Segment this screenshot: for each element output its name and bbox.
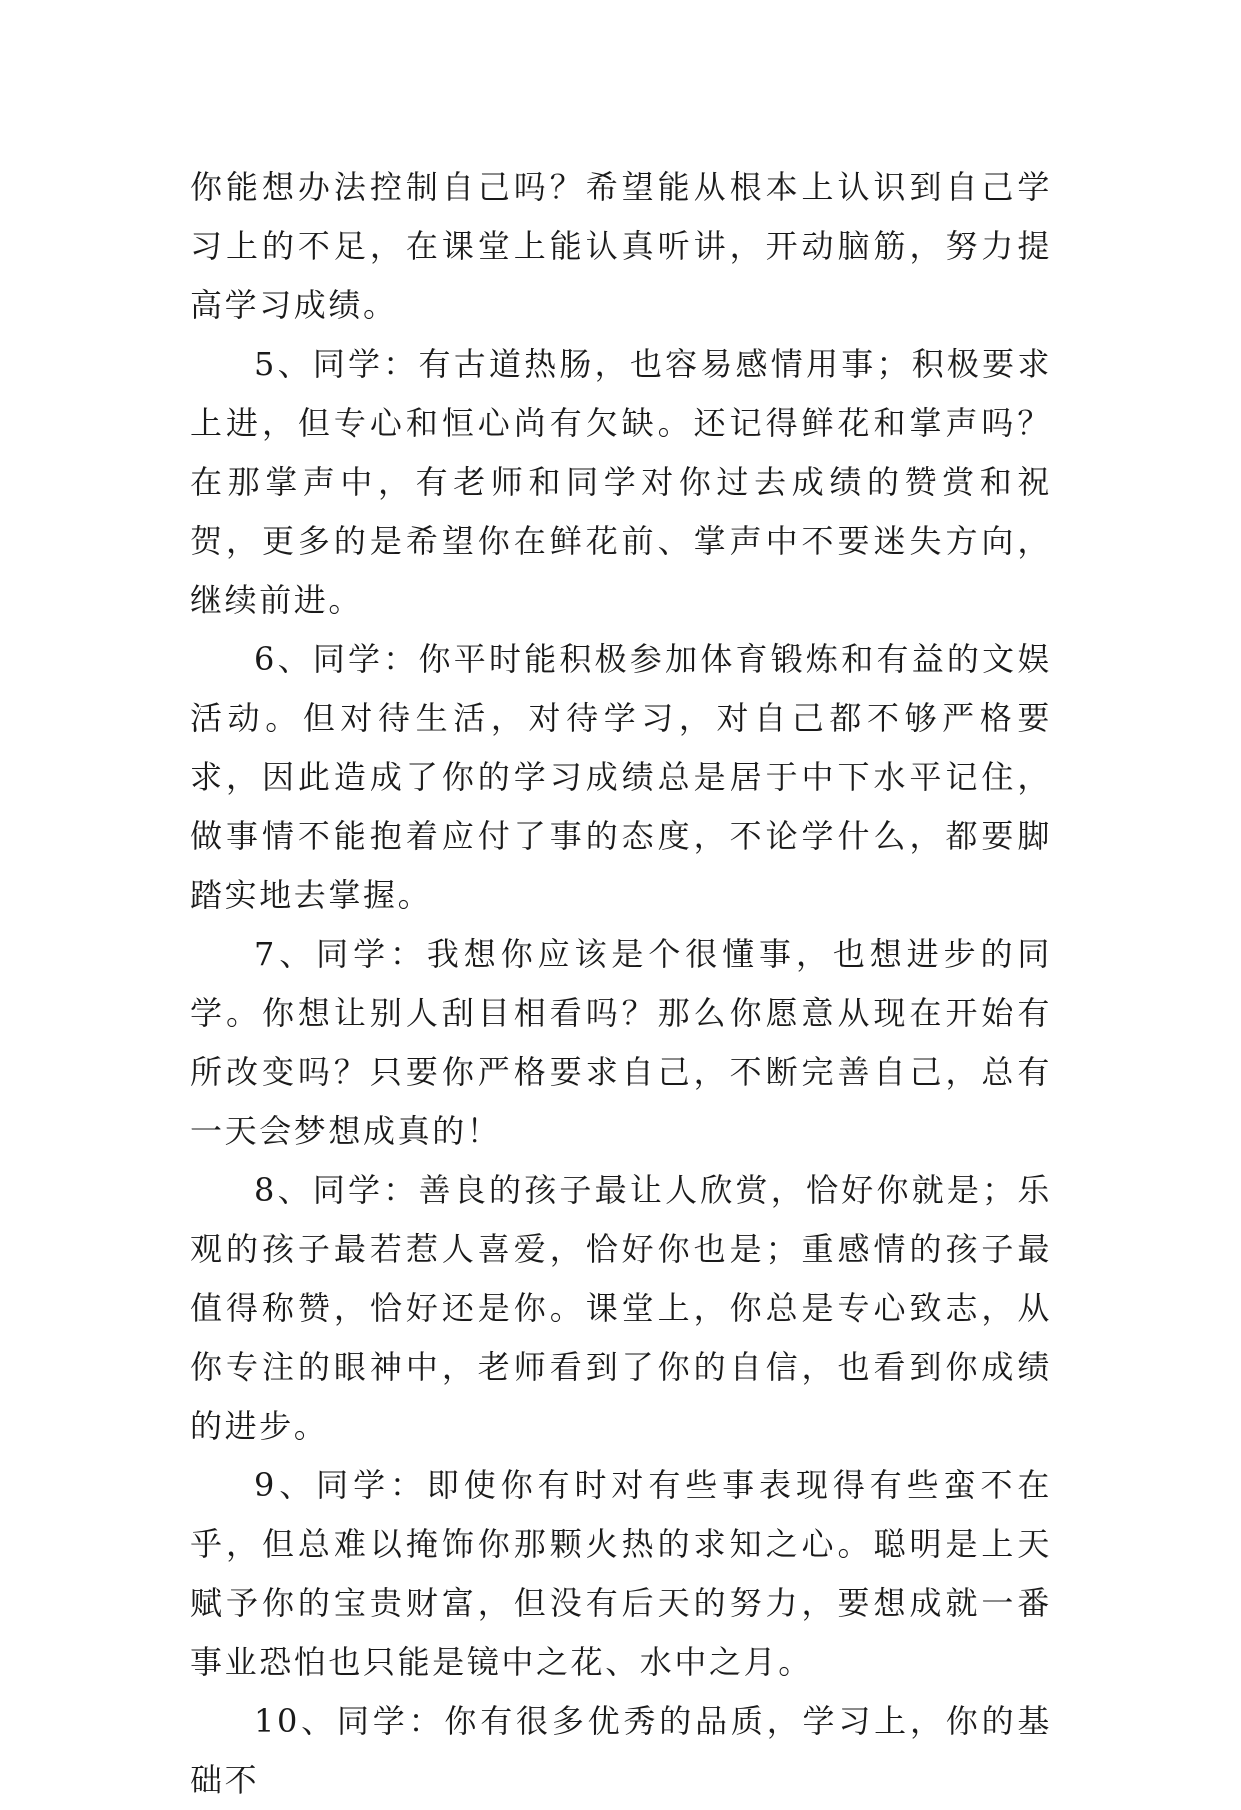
paragraph-comment-7: 7、同学：我想你应该是个很懂事，也想进步的同学。你想让别人刮目相看吗？那么你愿意从现在开始有所改变吗？只要你严格要求自己，不断完善自己，总有一天会梦想成真的！	[190, 935, 1052, 1150]
paragraph-comment-6: 6、同学：你平时能积极参加体育锻炼和有益的文娱活动。但对待生活，对待学习，对自己都不够严格要求，因此造成了你的学习成绩总是居于中下水平记住，做事情不能抱着应付了事的态度，不论学什么，都要脚踏实地去掌握。	[190, 640, 1052, 914]
paragraph-continued: 你能想办法控制自己吗？希望能从根本上认识到自己学习上的不足，在课堂上能认真听讲，开动脑筋，努力提高学习成绩。	[190, 168, 1052, 324]
paragraph-comment-8: 8、同学：善良的孩子最让人欣赏，恰好你就是；乐观的孩子最若惹人喜爱，恰好你也是；重感情的孩子最值得称赞，恰好还是你。课堂上，你总是专心致志，从你专注的眼神中，老师看到了你的自信，也看到你成绩的进步。	[190, 1171, 1052, 1445]
paragraph-comment-10: 10、同学：你有很多优秀的品质，学习上，你的基础不	[190, 1702, 1052, 1799]
paragraph-comment-9: 9、同学：即使你有时对有些事表现得有些蛮不在乎，但总难以掩饰你那颗火热的求知之心。聪明是上天赋予你的宝贵财富，但没有后天的努力，要想成就一番事业恐怕也只能是镜中之花、水中之月。	[190, 1466, 1052, 1681]
paragraph-comment-5: 5、同学：有古道热肠，也容易感情用事；积极要求上进，但专心和恒心尚有欠缺。还记得鲜花和掌声吗？在那掌声中，有老师和同学对你过去成绩的赞赏和祝贺，更多的是希望你在鲜花前、掌声中不要迷失方向，继续前进。	[190, 345, 1052, 619]
document-body	[190, 158, 1052, 1810]
